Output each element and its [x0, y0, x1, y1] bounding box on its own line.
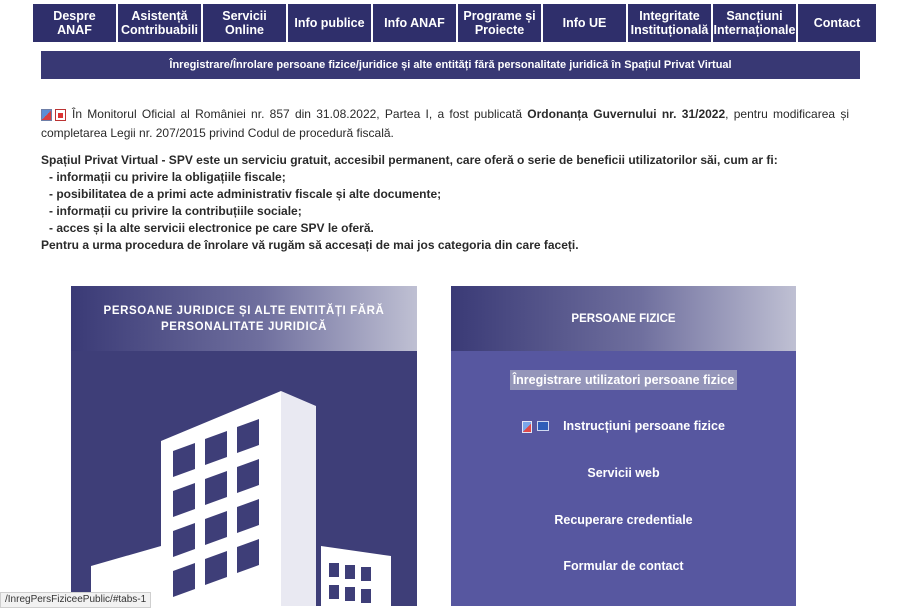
page-title: Înregistrare/Înrolare persoane fizice/juridice și alte entități fără personalitate juridică în Spațiul Privat Virtual — [169, 59, 732, 71]
spv-intro: Spațiul Privat Virtual - SPV este un serviciu gratuit, accesibil permanent, care oferă o serie de beneficii utilizatorilor săi, cum ar fi: — [41, 153, 778, 167]
doc-icon[interactable] — [537, 421, 549, 431]
notice-text-part2: , pentru modificarea și completarea Legii nr. 207/2015 privind Codul de procedură fiscală. — [41, 107, 850, 140]
spv-benefit: - posibilitatea de a primi acte administrativ fiscale și alte documente; — [49, 187, 442, 201]
link-servicii-web[interactable] — [451, 466, 796, 480]
page-title-banner — [41, 51, 860, 79]
spv-benefit: - acces și la alte servicii electronice pe care SPV le oferă. — [49, 221, 374, 235]
nav-info-publice[interactable]: Info publice — [288, 4, 371, 42]
nav-sanctiuni-internationale[interactable]: Sancțiuni Internaționale — [713, 4, 796, 42]
building-icon — [71, 351, 417, 606]
panel-persoane-fizice — [451, 286, 796, 606]
spv-benefit: - informații cu privire la obligațiile fiscale; — [49, 170, 286, 184]
nav-info-anaf[interactable]: Info ANAF — [373, 4, 456, 42]
nav-despre-anaf[interactable]: Despre ANAF — [33, 4, 116, 42]
link-recuperare-credentiale[interactable] — [451, 513, 796, 527]
link-formular-label[interactable]: Formular de contact — [563, 559, 684, 573]
notice-paragraph — [41, 105, 849, 143]
status-bar-url: /InregPersFiziceePublic/#tabs-1 — [0, 592, 151, 608]
link-instructiuni-persoane-fizice[interactable] — [451, 419, 796, 433]
spv-outro: Pentru a urma procedura de înrolare vă rugăm să accesați de mai jos categoria din care faceți. — [41, 238, 579, 252]
notice-text-part1: În Monitorul Oficial al României nr. 857 din 31.08.2022, Partea I, a fost publicată — [72, 107, 528, 121]
top-navigation — [33, 4, 876, 42]
panel-persoane-juridice[interactable] — [71, 286, 417, 606]
link-servicii-web-label[interactable]: Servicii web — [587, 466, 660, 480]
instructiuni-icons — [522, 421, 549, 433]
link-inregistrare-label[interactable]: Înregistrare utilizatori persoane fizice — [510, 370, 738, 390]
pdf-icon[interactable] — [522, 421, 532, 433]
link-recuperare-label[interactable]: Recuperare credentiale — [554, 513, 693, 527]
pdf-icon[interactable] — [55, 109, 66, 121]
notice-ordonanta: Ordonanța Guvernului nr. 31/2022 — [527, 107, 726, 121]
link-formular-contact[interactable] — [451, 559, 796, 573]
nav-contact[interactable]: Contact — [798, 4, 876, 42]
nav-integritate-institutionala[interactable]: Integritate Instituțională — [628, 4, 711, 42]
link-instructiuni-label[interactable]: Instrucțiuni persoane fizice — [563, 419, 725, 433]
nav-asistenta-contribuabili[interactable]: Asistență Contribuabili — [118, 4, 201, 42]
notice-icons — [41, 109, 66, 121]
building-illustration — [71, 351, 417, 606]
spv-benefit: - informații cu privire la contribuțiile sociale; — [49, 204, 302, 218]
link-inregistrare-persoane-fizice[interactable] — [451, 373, 796, 387]
panel-fizice-title: PERSOANE FIZICE — [451, 286, 796, 351]
doc-icon[interactable] — [41, 109, 52, 121]
spv-description — [41, 152, 861, 254]
nav-programe-proiecte[interactable]: Programe și Proiecte — [458, 4, 541, 42]
panel-juridice-title[interactable]: PERSOANE JURIDICE ȘI ALTE ENTITĂȚI FĂRĂ PERSONALITATE JURIDICĂ — [71, 286, 417, 351]
nav-servicii-online[interactable]: Servicii Online — [203, 4, 286, 42]
nav-info-ue[interactable]: Info UE — [543, 4, 626, 42]
